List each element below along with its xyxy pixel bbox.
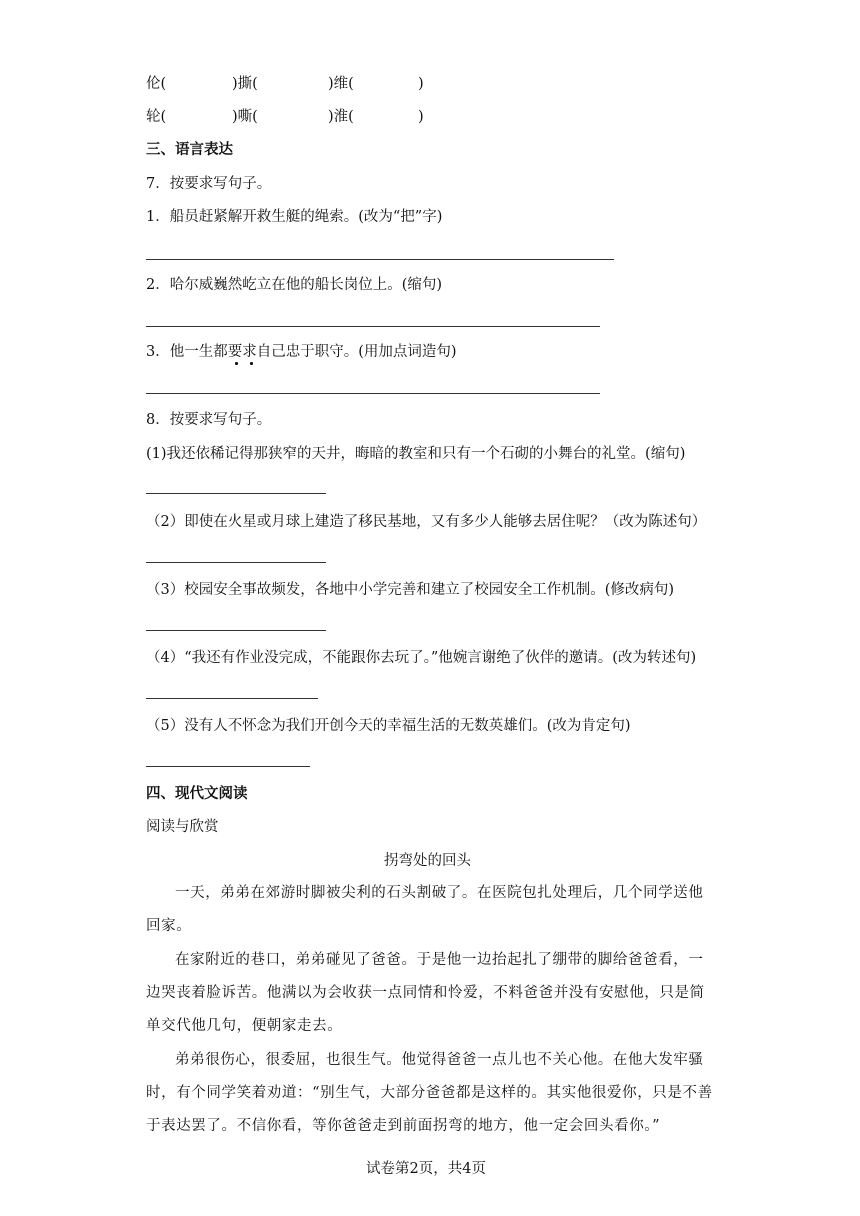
q7-item-3: 3．他一生都要求自己忠于职守。(用加点词造句) [146, 344, 457, 360]
answer-line[interactable] [146, 493, 326, 494]
question-7-title: 7．按要求写句子。 [146, 176, 272, 192]
section-4-title: 四、现代文阅读 [146, 785, 248, 802]
answer-line[interactable] [146, 562, 326, 563]
char-lun2: 轮( [146, 109, 167, 125]
answer-line[interactable] [146, 393, 600, 394]
article-title: 拐弯处的回头 [384, 853, 471, 869]
char-row-1 [146, 74, 446, 94]
q8-item-5: （5）没有人不怀念为我们开创今天的幸福生活的无数英雄们。(改为肯定句) [146, 718, 631, 734]
article-paragraph-2: 在家附近的巷口，弟弟碰见了爸爸。于是他一边抬起扎了绷带的脚给爸爸看，一边哭丧着脸诉苦。他满以为会收获一点同情和怜爱，不料爸爸并没有安慰他，只是简单交代他几句，便朝家走去。 [146, 952, 705, 1034]
char-huai: )淮( [328, 109, 354, 125]
reading-subtitle: 阅读与欣赏 [146, 819, 219, 835]
answer-line[interactable] [146, 698, 318, 699]
paren-close: ) [418, 76, 424, 92]
answer-line[interactable] [146, 630, 326, 631]
q7-item-2: 2．哈尔威巍然屹立在他的船长岗位上。(缩句) [146, 277, 443, 293]
section-3-title: 三、语言表达 [146, 141, 233, 158]
char-wei: )维( [328, 76, 354, 92]
emphasis-dot [235, 362, 238, 365]
char-si2: )嘶( [232, 109, 258, 125]
emphasis-dot [250, 362, 253, 365]
q8-item-4: （4）“我还有作业没完成，不能跟你去玩了。”他婉言谢绝了伙伴的邀请。(改为转述句) [146, 650, 697, 666]
article-paragraph-3: 弟弟很伤心，很委屈，也很生气。他觉得爸爸一点儿也不关心他。在他大发牢骚时，有个同学笑着劝道：“别生气，大部分爸爸都是这样的。其实他很爱你，只是不善于表达罢了。不信你看，等你爸爸走到前面拐弯的地方，他一定会回头看你。” [146, 1052, 713, 1134]
question-8-title: 8．按要求写句子。 [146, 412, 272, 428]
answer-line[interactable] [146, 766, 310, 767]
char-lun: 伦( [146, 76, 167, 92]
answer-line[interactable] [146, 326, 600, 327]
page-number: 试卷第2页，共4页 [366, 1161, 486, 1177]
char-row-2 [146, 107, 446, 127]
article-paragraph-1: 一天，弟弟在郊游时脚被尖利的石头割破了。在医院包扎处理后，几个同学送他回家。 [146, 885, 704, 934]
q8-item-1: (1)我还依稀记得那狭窄的天井，晦暗的教室和只有一个石砌的小舞台的礼堂。(缩句) [146, 446, 686, 462]
q7-item-1: 1．船员赶紧解开救生艇的绳索。(改为“把”字) [146, 209, 443, 225]
answer-line[interactable] [146, 259, 614, 260]
q8-item-2: （2）即使在火星或月球上建造了移民基地，又有多少人能够去居住呢？（改为陈述句） [146, 514, 707, 530]
char-si: )撕( [232, 76, 258, 92]
paren-close-2: ) [418, 109, 424, 125]
q8-item-3: （3）校园安全事故频发，各地中小学完善和建立了校园安全工作机制。(修改病句) [146, 582, 675, 598]
